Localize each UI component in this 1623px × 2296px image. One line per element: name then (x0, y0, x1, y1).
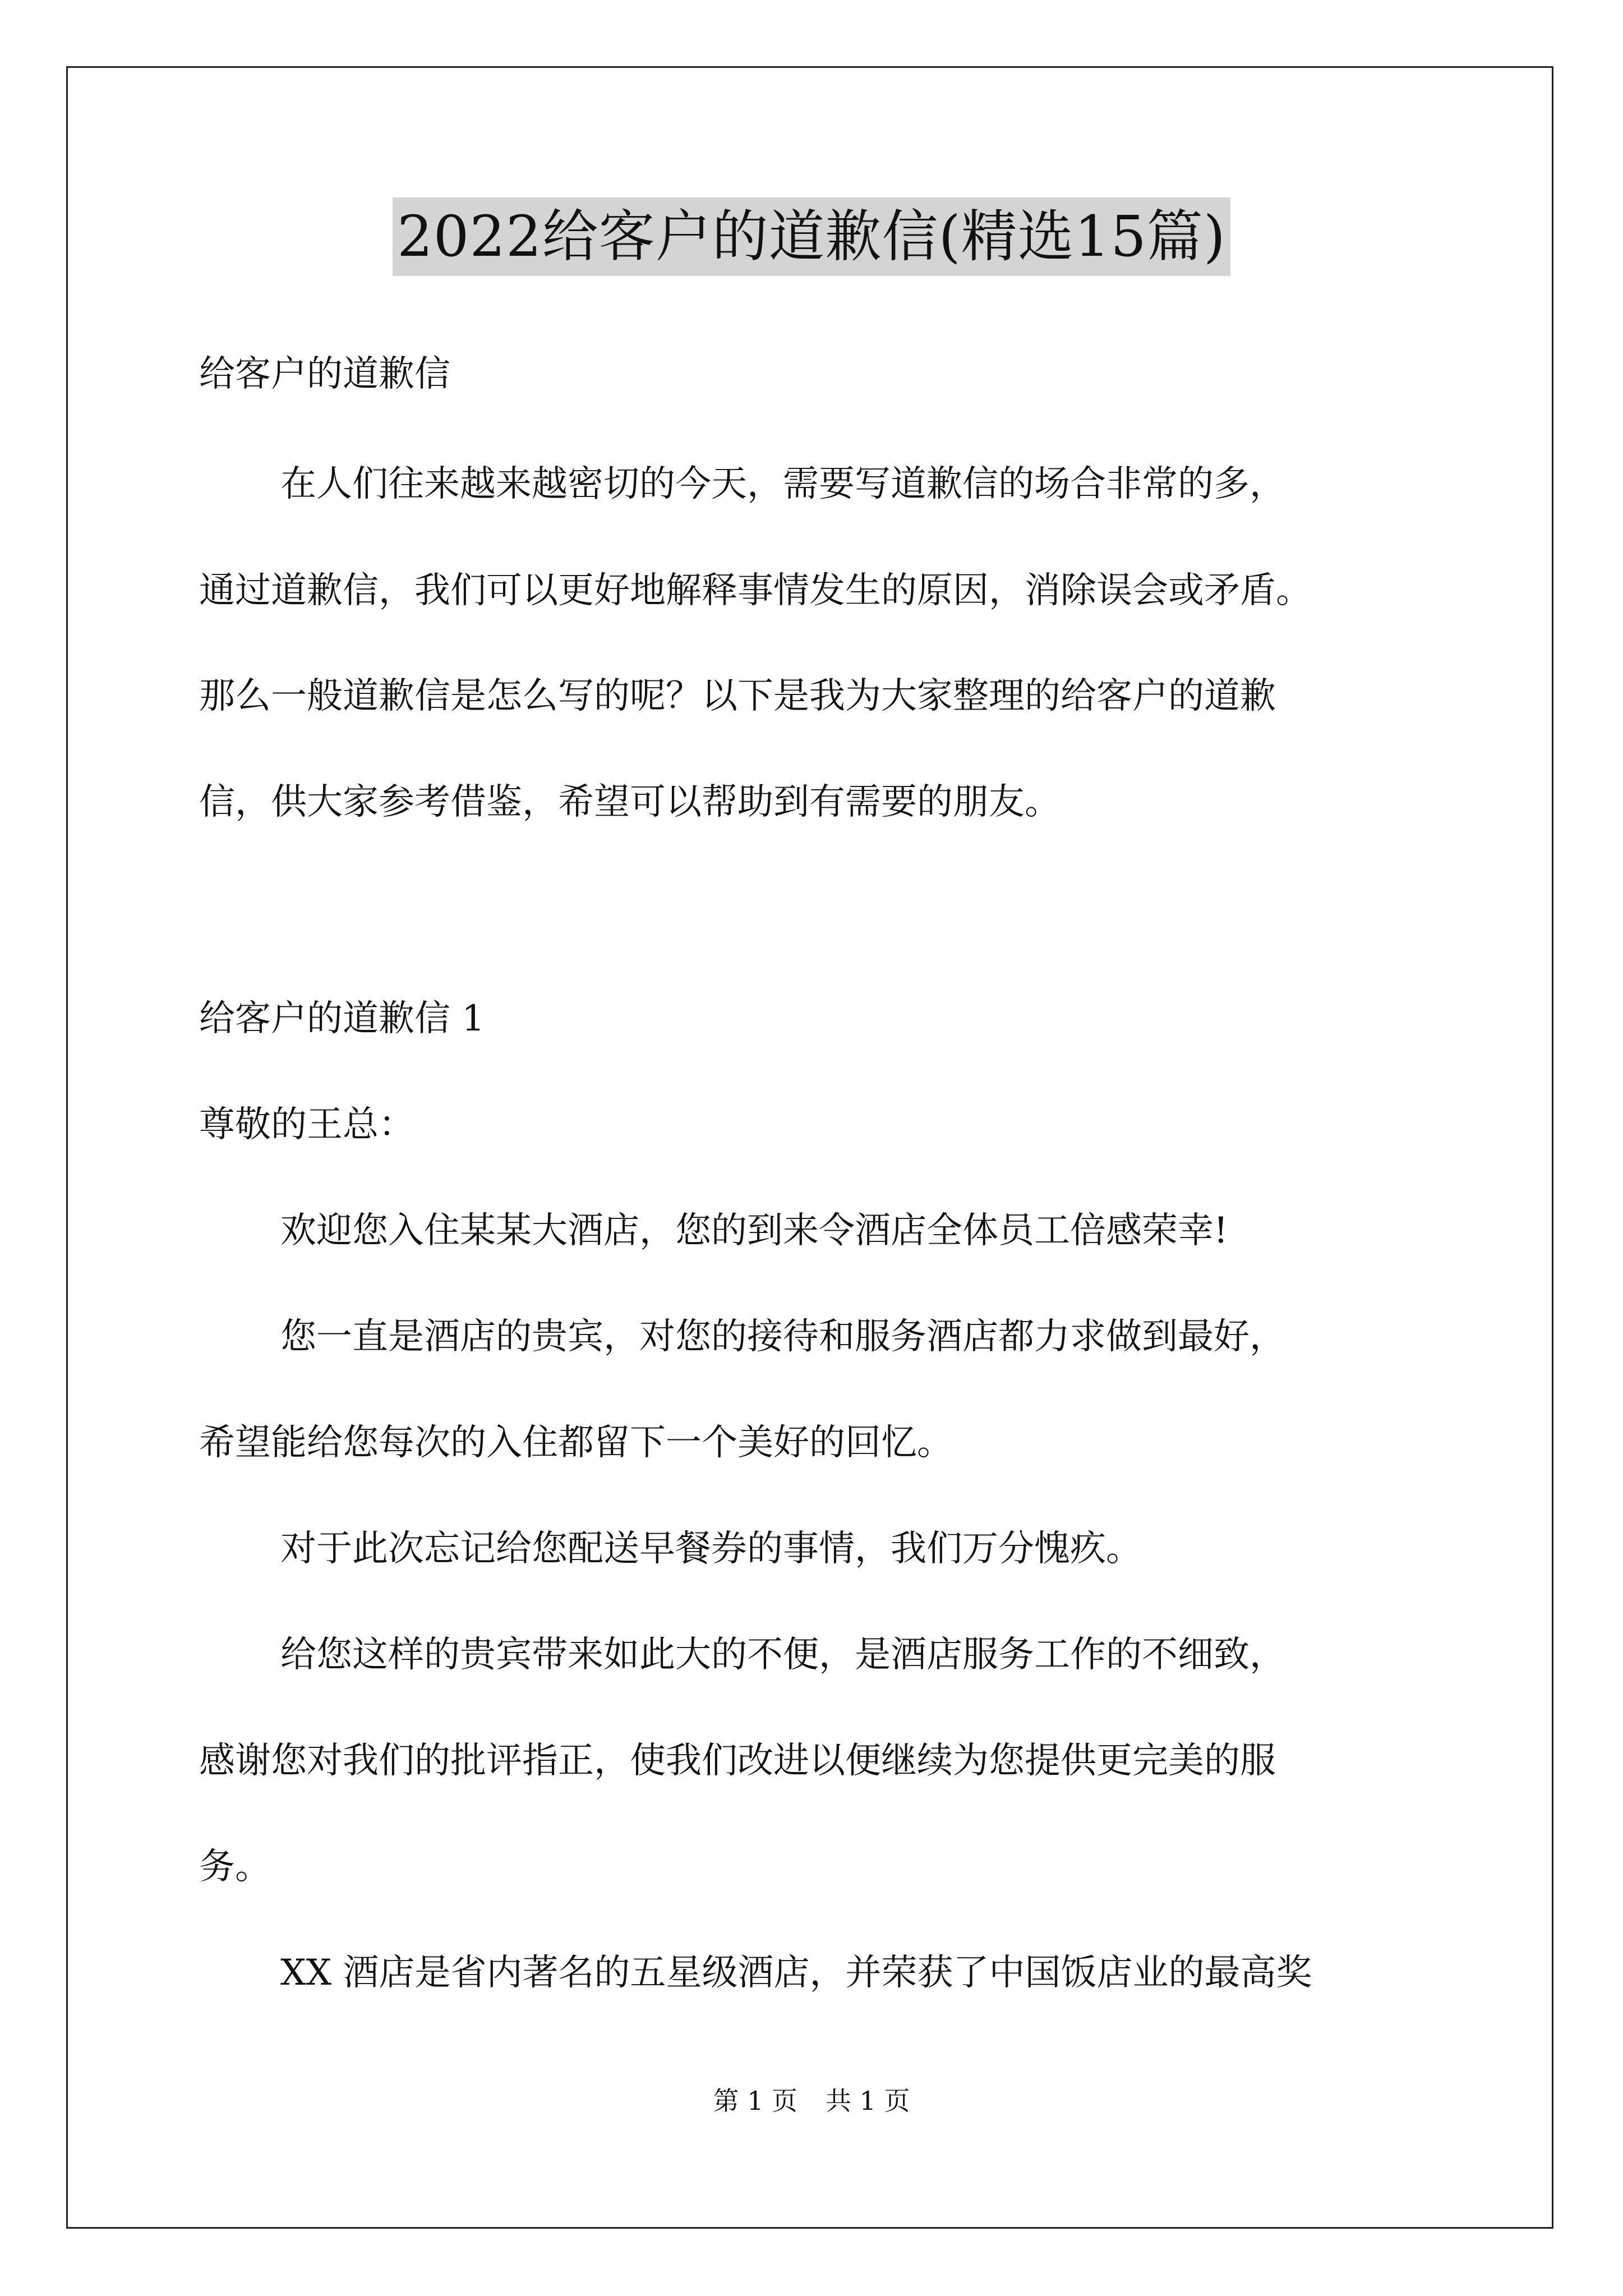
section-heading: 给客户的道歉信 (199, 353, 450, 395)
paragraph-line: 感谢您对我们的批评指正，使我们改进以便继续为您提供更完美的服 (199, 1740, 1276, 1782)
paragraph-line: 给您这样的贵宾带来如此大的不便，是酒店服务工作的不细致， (280, 1634, 1285, 1676)
paragraph-line: 欢迎您入住某某大酒店，您的到来令酒店全体员工倍感荣幸! (280, 1210, 1228, 1251)
paragraph-line: 那么一般道歉信是怎么写的呢？以下是我为大家整理的给客户的道歉 (199, 675, 1276, 717)
paragraph-line: 您一直是酒店的贵宾，对您的接待和服务酒店都力求做到最好， (280, 1316, 1285, 1358)
paragraph-line: XX 酒店是省内著名的五星级酒店，并荣获了中国饭店业的最高奖 (280, 1952, 1312, 1994)
paragraph-line: 信，供大家参考借鉴，希望可以帮助到有需要的朋友。 (199, 781, 1061, 823)
paragraph-line: 希望能给您每次的入住都留下一个美好的回忆。 (199, 1422, 953, 1464)
letter-heading: 给客户的道歉信 1 (199, 998, 485, 1039)
paragraph-line: 务。 (199, 1846, 271, 1888)
salutation: 尊敬的王总： (199, 1104, 414, 1145)
page-number: 第 1 页 (713, 2086, 797, 2116)
paragraph-line: 在人们往来越来越密切的今天，需要写道歉信的场合非常的多， (280, 463, 1285, 505)
page-footer (0, 2084, 1623, 2118)
paragraph-line: 通过道歉信，我们可以更好地解释事情发生的原因，消除误会或矛盾。 (199, 570, 1312, 611)
total-pages: 共 1 页 (826, 2086, 910, 2116)
paragraph-line: 对于此次忘记给您配送早餐券的事情，我们万分愧疚。 (280, 1528, 1142, 1570)
document-title: 2022给客户的道歉信(精选15篇) (393, 197, 1230, 276)
title-container (0, 197, 1623, 276)
